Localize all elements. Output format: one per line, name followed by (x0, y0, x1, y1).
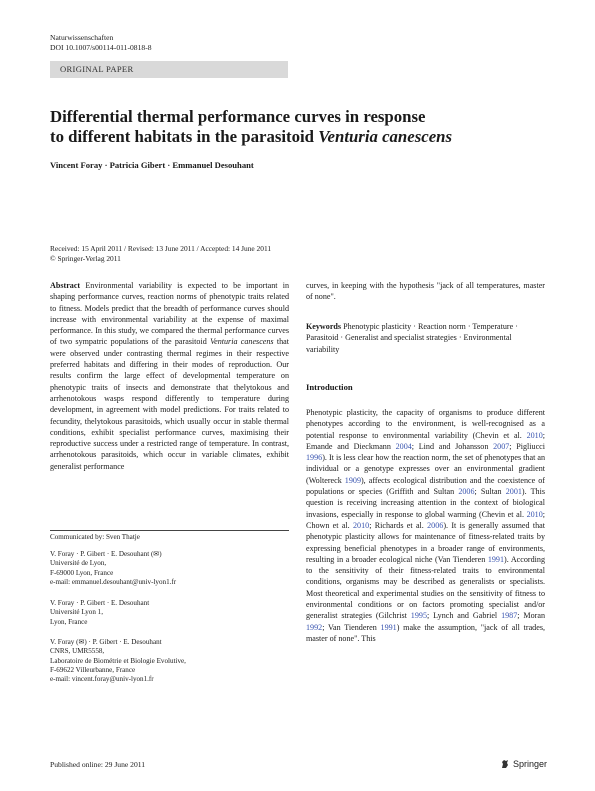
affiliation-line: V. Foray · P. Gibert · E. Desouhant (✉) (50, 550, 162, 558)
affiliation-line: Université Lyon 1, (50, 608, 103, 617)
springer-horse-icon (500, 759, 510, 769)
keywords-text: Phenotypic plasticity · Reaction norm · Temperature · Parasitoid · Generalist and specialist strategies · Environmental variability (306, 322, 518, 354)
affiliation-2 (50, 599, 289, 627)
abstract-continuation: curves, in keeping with the hypothesis "jack of all temperatures, master of none". (306, 281, 545, 302)
citation-link[interactable]: 2006 (458, 487, 475, 497)
affiliation-1 (50, 550, 289, 587)
citation-link[interactable]: 2007 (493, 441, 510, 451)
affiliation-3 (50, 638, 289, 684)
article-dates (50, 244, 271, 264)
intro-text: ). It is generally assumed that phenotypic plasticity allows for maintenance of fitness-related traits by expressing beneficial phenotypes in a broader range of environments, resulting in a broader ecological niche (Van Tienderen (306, 520, 545, 564)
intro-text: ; Moran (517, 611, 546, 621)
abstract-text-2: that were observed under contrasting thermal regimes in their respective preferred habitats and differing in their modes of reproduction. Our results confirm the large effect of developmental temperature on phenotypic traits of insects and demonstrate that thelytokous and arrhenotokous wasps respond differently to temperature during development, in agreement with model predictions. For traits related to fecundity, thelytokous parasitoids, which usually occur in stable thermal conditions, exhibit specialist performance curves, maximising their reproductive success under a restricted range of temperature. In contrast, arrhenotokous parasitoids, which occur in variable climates, exhibit generalist performance (50, 337, 289, 471)
citation-link[interactable]: 2001 (505, 487, 522, 497)
affiliation-email[interactable]: e-mail: emmanuel.desouhant@univ-lyon1.fr (50, 577, 177, 586)
intro-text: ; Lind and Johansson (411, 441, 494, 451)
affiliation-line: F-69000 Lyon, France (50, 568, 114, 577)
citation-link[interactable]: 1987 (501, 611, 518, 621)
title-line-2 (50, 127, 550, 147)
keywords-label: Keywords (306, 322, 342, 331)
intro-text: ; Van Tienderen (322, 622, 381, 632)
affiliation-line: Université de Lyon, (50, 559, 107, 568)
publisher-logo (500, 759, 547, 769)
citation-link[interactable]: 1996 (306, 453, 323, 463)
intro-text: ), affects ecological distribution and the coexistence of populations or species (Griffith and Sultan (306, 475, 546, 497)
title-line-2-text: to different habitats in the parasitoid (50, 127, 319, 146)
intro-text: ; Richards et al. (369, 520, 428, 530)
introduction-body (306, 407, 545, 644)
title-line-1: Differential thermal performance curves in response (50, 107, 426, 126)
citation-link[interactable]: 1991 (487, 554, 504, 564)
intro-text: ; Pigliucci (509, 441, 546, 451)
intro-text: ). It is less clear how the reaction norm, the set of phenotypes that an individual or a genotype expresses over an environmental gradient (Woltereck (306, 453, 545, 485)
publisher-name: Springer (513, 759, 548, 769)
citation-link[interactable]: 2004 (395, 441, 412, 451)
abstract-species: Venturia canescens (210, 337, 274, 347)
citation-link[interactable]: 2010 (526, 509, 543, 519)
article-type-band (50, 61, 288, 78)
affiliation-email[interactable]: e-mail: vincent.foray@univ-lyon1.fr (50, 675, 154, 684)
citation-link[interactable]: 2010 (353, 520, 370, 530)
journal-header (50, 33, 152, 53)
published-online: Published online: 29 June 2011 (50, 760, 146, 769)
citation-link[interactable]: 1909 (344, 475, 361, 485)
title-species: Venturia canescens (318, 127, 453, 146)
citation-link[interactable]: 1995 (410, 611, 427, 621)
citation-link[interactable]: 1992 (306, 622, 323, 632)
footnote-rule (50, 530, 289, 531)
abstract (50, 280, 289, 472)
intro-text: ). This question is receiving increasing attention in the context of biological invasions, especially in response to global warming (Chevin et al. (306, 487, 545, 519)
citation-link[interactable]: 2006 (427, 520, 444, 530)
affiliation-line: Lyon, France (50, 617, 88, 626)
intro-text: Phenotypic plasticity, the capacity of organisms to produce different phenotypes according to the environment, is well-recognised as a potential response to environmental variability (Chevin et al. (306, 408, 545, 440)
keywords (306, 321, 545, 355)
citation-link[interactable]: 1991 (380, 622, 397, 632)
affiliation-line: CNRS, UMR5558, (50, 647, 105, 656)
citation-link[interactable]: 2010 (526, 430, 543, 440)
received-dates: Received: 15 April 2011 / Revised: 13 June 2011 / Accepted: 14 June 2011 (50, 244, 272, 253)
affiliation-line: Laboratoire de Biométrie et Biologie Evolutive, (50, 656, 186, 665)
doi: DOI 10.1007/s00114-011-0818-8 (50, 43, 152, 52)
intro-text: ; Chown et al. (306, 509, 545, 530)
abstract-text-1: Environmental variability is expected to be important in shaping performance curves, reaction norms of phenotypic traits related to fitness. Models predict that the breadth of performance curves should increase with environmental variability at the expense of maximal performance. In this study, we compared the thermal performance curves of two sympatric populations of the parasitoid (50, 281, 289, 347)
copyright: © Springer-Verlag 2011 (50, 254, 121, 263)
affiliation-line: F-69622 Villeurbanne, France (50, 665, 136, 674)
intro-text: ; Lynch and Gabriel (426, 611, 502, 621)
communicated-by: Communicated by: Sven Thatje (50, 533, 140, 541)
introduction-heading: Introduction (306, 382, 353, 392)
intro-text: ; Emande and Dieckmann (306, 430, 545, 451)
intro-text: ; Sultan (474, 487, 506, 497)
paper-title (50, 107, 550, 147)
author-list: Vincent Foray · Patricia Gibert · Emmanuel Desouhant (50, 160, 254, 170)
journal-name: Naturwissenschaften (50, 33, 114, 42)
affiliation-line: V. Foray · P. Gibert · E. Desouhant (50, 599, 150, 607)
affiliation-line: V. Foray (✉) · P. Gibert · E. Desouhant (50, 638, 162, 646)
intro-text: ). According to the sensitivity of their fitness-related traits to environmental conditions, organisms may be described as generalists or specialists. Most theoretical and experimental studies on the sensitivity of fitness to environmental conditions or on factors promoting specialist and/or generalist strategies (Gilchrist (306, 554, 545, 621)
article-type-label: ORIGINAL PAPER (60, 64, 134, 74)
intro-text: ) make the assumption, "jack of all trades, master of none". This (306, 622, 545, 643)
abstract-label: Abstract (50, 281, 81, 290)
